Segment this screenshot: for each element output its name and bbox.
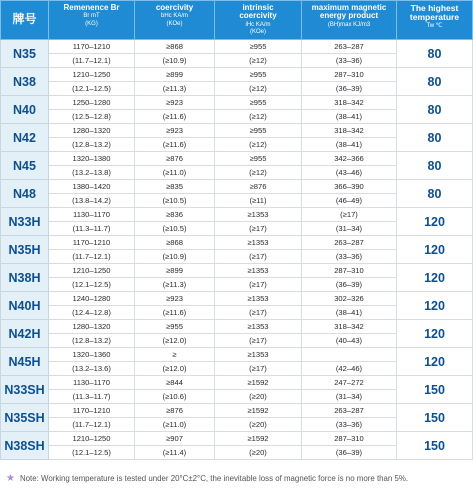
grade-cell: N45 — [1, 152, 49, 180]
intrinsic-coercivity-cell: ≥1353 — [215, 264, 302, 278]
coercivity-cell: (≥10.9) — [135, 250, 215, 264]
header-max-temperature — [397, 1, 473, 40]
energy-product-cell: (40–43) — [302, 334, 397, 348]
remanence-cell: (13.2–13.6) — [49, 362, 135, 376]
intrinsic-coercivity-cell: ≥955 — [215, 152, 302, 166]
header-temp-label-2: temperature — [409, 11, 460, 22]
remanence-cell: 1280–1320 — [49, 320, 135, 334]
max-temperature-cell: 150 — [397, 376, 473, 404]
header-coercivity-label: coercivity — [155, 3, 194, 12]
remanence-cell: 1240–1280 — [49, 292, 135, 306]
remanence-cell: 1320–1380 — [49, 152, 135, 166]
coercivity-cell: ≥835 — [135, 180, 215, 194]
header-temp-unit: Tw ℃ — [426, 22, 443, 29]
energy-product-cell: 287–310 — [302, 68, 397, 82]
coercivity-cell: ≥899 — [135, 264, 215, 278]
remanence-cell: (11.7–12.1) — [49, 418, 135, 432]
header-remanence-unit: Br mT — [83, 13, 100, 20]
energy-product-cell: 342–366 — [302, 152, 397, 166]
grade-cell: N33H — [1, 208, 49, 236]
table-row — [1, 40, 473, 54]
header-remanence-label: Remenence Br — [63, 3, 120, 12]
coercivity-cell: (≥11.3) — [135, 278, 215, 292]
remanence-cell: (12.1–12.5) — [49, 446, 135, 460]
remanence-cell: 1210–1250 — [49, 68, 135, 82]
grade-cell: N38SH — [1, 432, 49, 460]
intrinsic-coercivity-cell: ≥955 — [215, 96, 302, 110]
coercivity-cell: ≥923 — [135, 96, 215, 110]
star-icon: ★ — [6, 472, 15, 484]
remanence-cell: 1250–1280 — [49, 96, 135, 110]
intrinsic-coercivity-cell: (≥12) — [215, 138, 302, 152]
coercivity-cell: ≥844 — [135, 376, 215, 390]
remanence-cell: (11.3–11.7) — [49, 390, 135, 404]
table-row — [1, 264, 473, 278]
energy-product-cell: (33–36) — [302, 418, 397, 432]
header-intrinsic-coercivity — [215, 1, 302, 40]
header-grade-label: 牌号 — [12, 12, 37, 26]
table-row — [1, 152, 473, 166]
coercivity-cell: ≥923 — [135, 292, 215, 306]
header-remanence-unit-alt: (KG) — [85, 20, 98, 27]
max-temperature-cell: 120 — [397, 292, 473, 320]
intrinsic-coercivity-cell: (≥17) — [215, 334, 302, 348]
coercivity-cell: (≥11.0) — [135, 418, 215, 432]
table-row — [1, 124, 473, 138]
remanence-cell: (12.1–12.5) — [49, 82, 135, 96]
intrinsic-coercivity-cell: ≥1353 — [215, 292, 302, 306]
energy-product-cell: (42–46) — [302, 362, 397, 376]
coercivity-cell: ≥955 — [135, 320, 215, 334]
energy-product-cell: (38–41) — [302, 306, 397, 320]
header-temp-label-1: The highest — [410, 3, 459, 13]
energy-product-cell: (38–41) — [302, 110, 397, 124]
coercivity-cell: (≥11.0) — [135, 166, 215, 180]
energy-product-cell — [302, 348, 397, 362]
table-row — [1, 404, 473, 418]
intrinsic-coercivity-cell: (≥17) — [215, 222, 302, 236]
remanence-cell: 1210–1250 — [49, 264, 135, 278]
energy-product-cell: (33–36) — [302, 54, 397, 68]
grade-cell: N42 — [1, 124, 49, 152]
intrinsic-coercivity-cell: (≥17) — [215, 278, 302, 292]
header-energy-product — [302, 1, 397, 40]
remanence-cell: (11.7–12.1) — [49, 250, 135, 264]
coercivity-cell: (≥11.4) — [135, 446, 215, 460]
intrinsic-coercivity-cell: ≥876 — [215, 180, 302, 194]
intrinsic-coercivity-cell: ≥1592 — [215, 432, 302, 446]
intrinsic-coercivity-cell: ≥1353 — [215, 208, 302, 222]
table-row — [1, 180, 473, 194]
max-temperature-cell: 150 — [397, 404, 473, 432]
intrinsic-coercivity-cell: ≥1353 — [215, 348, 302, 362]
energy-product-cell: (43–46) — [302, 166, 397, 180]
coercivity-cell: ≥907 — [135, 432, 215, 446]
grade-cell: N40H — [1, 292, 49, 320]
coercivity-cell: (≥11.6) — [135, 110, 215, 124]
energy-product-cell: (36–39) — [302, 278, 397, 292]
table-row — [1, 320, 473, 334]
intrinsic-coercivity-cell: (≥17) — [215, 250, 302, 264]
remanence-cell: 1380–1420 — [49, 180, 135, 194]
energy-product-cell: 247–272 — [302, 376, 397, 390]
grade-cell: N33SH — [1, 376, 49, 404]
energy-product-cell: 287–310 — [302, 264, 397, 278]
grade-cell: N40 — [1, 96, 49, 124]
max-temperature-cell: 120 — [397, 348, 473, 376]
remanence-cell: (11.3–11.7) — [49, 222, 135, 236]
coercivity-cell: (≥11.3) — [135, 82, 215, 96]
table-row — [1, 292, 473, 306]
max-temperature-cell: 120 — [397, 264, 473, 292]
remanence-cell: (12.1–12.5) — [49, 278, 135, 292]
max-temperature-cell: 120 — [397, 208, 473, 236]
max-temperature-cell: 120 — [397, 320, 473, 348]
remanence-cell: (13.2–13.8) — [49, 166, 135, 180]
energy-product-cell: 366–390 — [302, 180, 397, 194]
grade-cell: N45H — [1, 348, 49, 376]
energy-product-cell: 263–287 — [302, 40, 397, 54]
header-coercivity-unit: bHc KA/m — [160, 13, 188, 20]
remanence-cell: 1170–1210 — [49, 236, 135, 250]
energy-product-cell: 318–342 — [302, 124, 397, 138]
energy-product-cell: (31–34) — [302, 390, 397, 404]
intrinsic-coercivity-cell: ≥955 — [215, 68, 302, 82]
remanence-cell: 1170–1210 — [49, 404, 135, 418]
intrinsic-coercivity-cell: (≥20) — [215, 446, 302, 460]
intrinsic-coercivity-cell: ≥1353 — [215, 320, 302, 334]
table-header-row — [1, 1, 473, 40]
grade-cell: N48 — [1, 180, 49, 208]
remanence-cell: (11.7–12.1) — [49, 54, 135, 68]
header-intrinsic-unit-alt: (KOe) — [249, 29, 266, 36]
table-body — [1, 40, 473, 460]
remanence-cell: (12.8–13.2) — [49, 334, 135, 348]
coercivity-cell: ≥899 — [135, 68, 215, 82]
energy-product-cell: (36–39) — [302, 446, 397, 460]
coercivity-cell: (≥10.9) — [135, 54, 215, 68]
header-intrinsic-label-2: coercivity — [239, 11, 277, 21]
max-temperature-cell: 80 — [397, 96, 473, 124]
grade-cell: N35 — [1, 40, 49, 68]
remanence-cell: (12.5–12.8) — [49, 110, 135, 124]
max-temperature-cell: 80 — [397, 40, 473, 68]
intrinsic-coercivity-cell: ≥1592 — [215, 404, 302, 418]
remanence-cell: 1320–1360 — [49, 348, 135, 362]
grade-cell: N35H — [1, 236, 49, 264]
header-coercivity — [135, 1, 215, 40]
table-row — [1, 208, 473, 222]
header-energy-unit: (BH)max KJ/m3 — [327, 21, 371, 28]
remanence-cell: (12.4–12.8) — [49, 306, 135, 320]
header-remanence — [49, 1, 135, 40]
energy-product-cell: (46–49) — [302, 194, 397, 208]
header-grade — [1, 1, 49, 40]
coercivity-cell: (≥11.6) — [135, 138, 215, 152]
coercivity-cell: (≥10.5) — [135, 194, 215, 208]
max-temperature-cell: 80 — [397, 124, 473, 152]
remanence-cell: (13.8–14.2) — [49, 194, 135, 208]
intrinsic-coercivity-cell: (≥12) — [215, 54, 302, 68]
footnote-text: Note: Working temperature is tested under 20°C±2°C, the inevitable loss of magnetic force is no more than 5%. — [19, 473, 409, 483]
max-temperature-cell: 80 — [397, 68, 473, 96]
energy-product-cell: (38–41) — [302, 138, 397, 152]
intrinsic-coercivity-cell: ≥955 — [215, 40, 302, 54]
coercivity-cell: (≥10.6) — [135, 390, 215, 404]
coercivity-cell: (≥12.0) — [135, 362, 215, 376]
max-temperature-cell: 120 — [397, 236, 473, 264]
intrinsic-coercivity-cell: (≥11) — [215, 194, 302, 208]
remanence-cell: 1130–1170 — [49, 208, 135, 222]
intrinsic-coercivity-cell: (≥17) — [215, 362, 302, 376]
intrinsic-coercivity-cell: (≥12) — [215, 166, 302, 180]
header-energy-label-1: maximum magnetic — [311, 3, 387, 12]
table-row — [1, 376, 473, 390]
coercivity-cell: (≥10.5) — [135, 222, 215, 236]
energy-product-cell: 318–342 — [302, 320, 397, 334]
max-temperature-cell: 80 — [397, 152, 473, 180]
grade-cell: N42H — [1, 320, 49, 348]
intrinsic-coercivity-cell: ≥1592 — [215, 376, 302, 390]
energy-product-cell: 263–287 — [302, 236, 397, 250]
table-row — [1, 236, 473, 250]
intrinsic-coercivity-cell: ≥1353 — [215, 236, 302, 250]
grade-cell: N35SH — [1, 404, 49, 432]
table-row — [1, 432, 473, 446]
remanence-cell: 1210–1250 — [49, 432, 135, 446]
energy-product-cell: (36–39) — [302, 82, 397, 96]
intrinsic-coercivity-cell: (≥12) — [215, 110, 302, 124]
remanence-cell: 1280–1320 — [49, 124, 135, 138]
remanence-cell: (12.8–13.2) — [49, 138, 135, 152]
coercivity-cell: ≥836 — [135, 208, 215, 222]
intrinsic-coercivity-cell: (≥20) — [215, 418, 302, 432]
energy-product-cell: 318–342 — [302, 96, 397, 110]
energy-product-cell: (33–36) — [302, 250, 397, 264]
coercivity-cell: ≥876 — [135, 404, 215, 418]
intrinsic-coercivity-cell: (≥20) — [215, 390, 302, 404]
coercivity-cell: ≥ — [135, 348, 215, 362]
grade-cell: N38H — [1, 264, 49, 292]
table-row — [1, 96, 473, 110]
footnote — [0, 456, 473, 500]
coercivity-cell: (≥11.6) — [135, 306, 215, 320]
grade-cell: N38 — [1, 68, 49, 96]
energy-product-cell: (31–34) — [302, 222, 397, 236]
coercivity-cell: ≥868 — [135, 236, 215, 250]
max-temperature-cell: 80 — [397, 180, 473, 208]
energy-product-cell: (≥17) — [302, 208, 397, 222]
header-coercivity-unit-alt: (KOe) — [166, 20, 183, 27]
energy-product-cell: 263–287 — [302, 404, 397, 418]
remanence-cell: 1170–1210 — [49, 40, 135, 54]
coercivity-cell: ≥923 — [135, 124, 215, 138]
coercivity-cell: ≥868 — [135, 40, 215, 54]
header-intrinsic-unit: iHc KA/m — [245, 21, 271, 28]
header-intrinsic-label-1: intrinsic — [242, 3, 274, 12]
header-energy-label-2: energy product — [319, 11, 379, 21]
energy-product-cell: 302–326 — [302, 292, 397, 306]
max-temperature-cell: 150 — [397, 432, 473, 460]
table-row — [1, 68, 473, 82]
coercivity-cell: ≥876 — [135, 152, 215, 166]
intrinsic-coercivity-cell: ≥955 — [215, 124, 302, 138]
table-row — [1, 348, 473, 362]
intrinsic-coercivity-cell: (≥17) — [215, 306, 302, 320]
intrinsic-coercivity-cell: (≥12) — [215, 82, 302, 96]
remanence-cell: 1130–1170 — [49, 376, 135, 390]
coercivity-cell: (≥12.0) — [135, 334, 215, 348]
energy-product-cell: 287–310 — [302, 432, 397, 446]
